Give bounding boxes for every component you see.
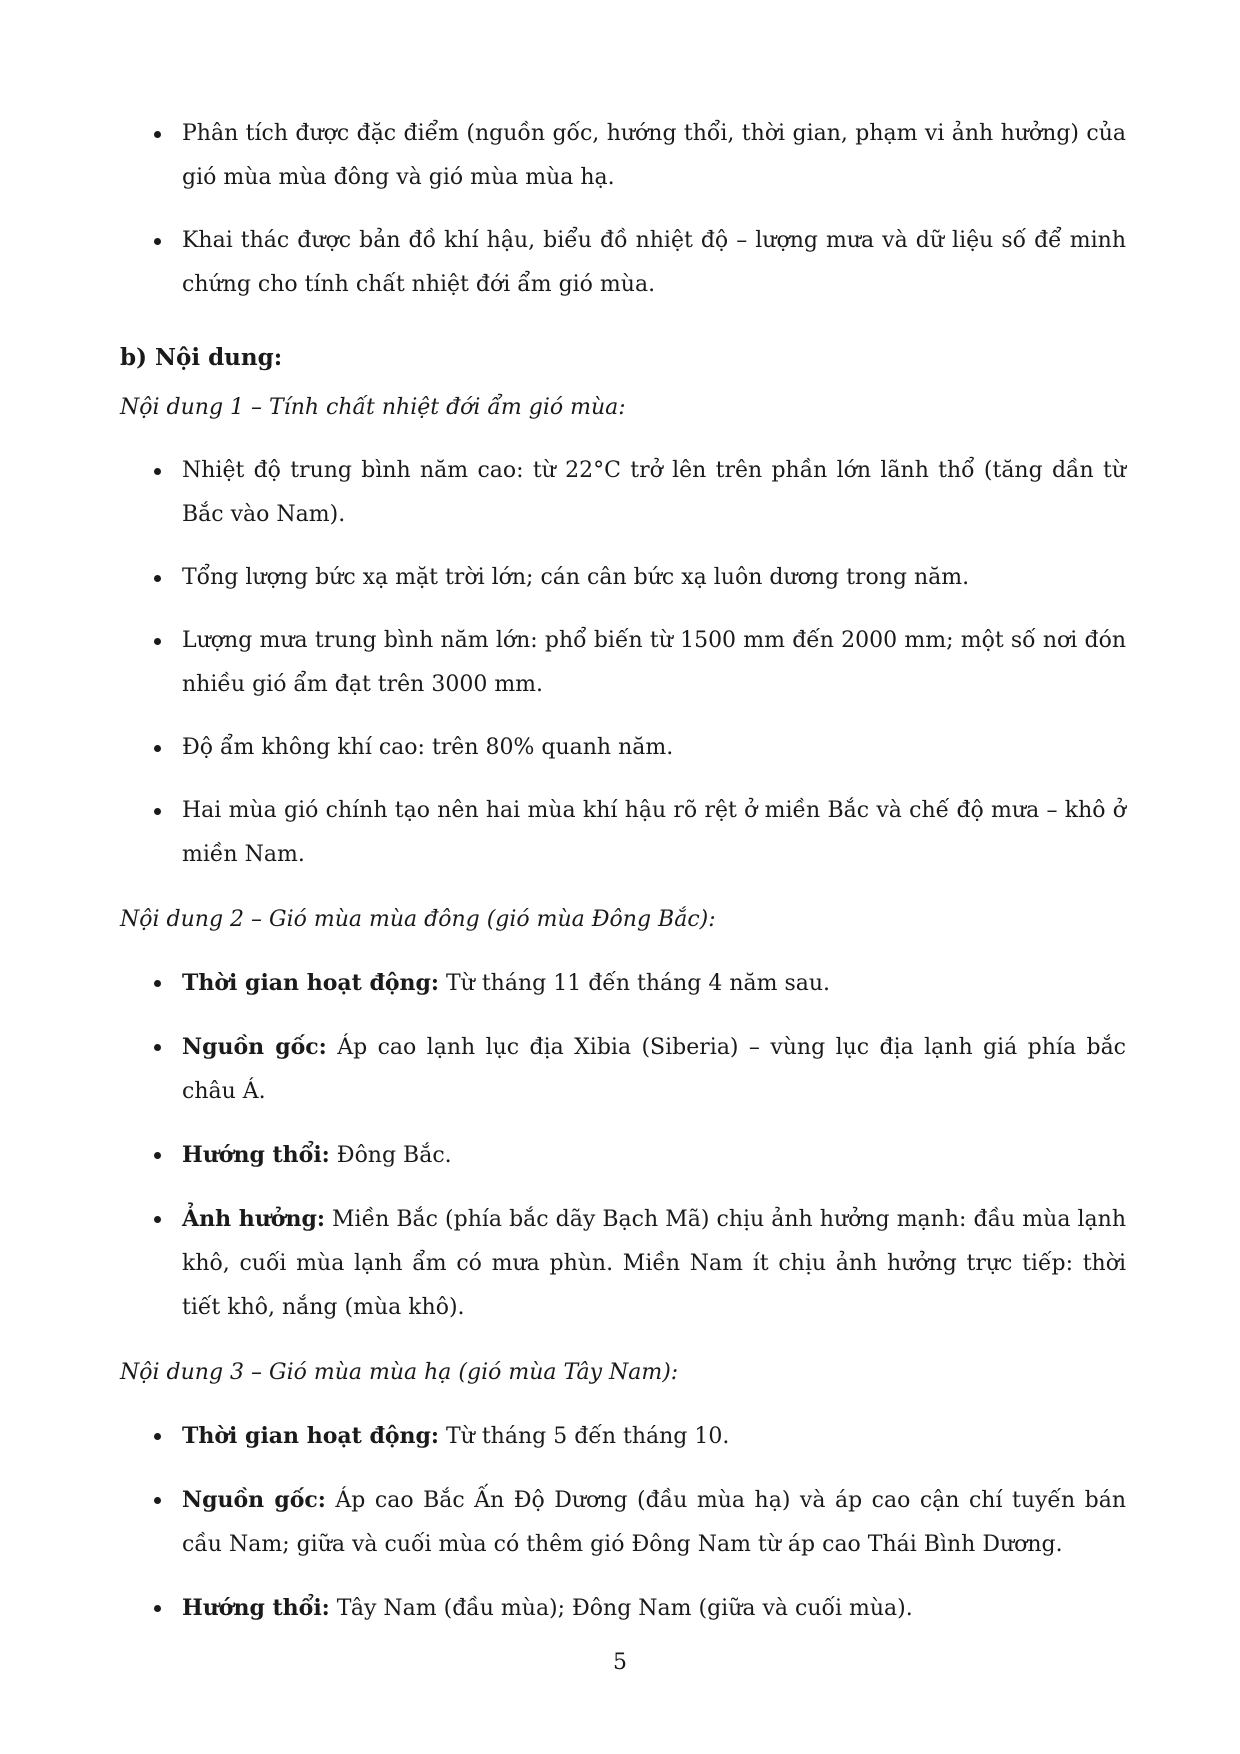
content-2-title: Nội dung 2 – Gió mùa mùa đông (gió mùa Đông Bắc): — [120, 907, 716, 932]
content-3-title: Nội dung 3 – Gió mùa mùa hạ (gió mùa Tây Nam): — [120, 1360, 679, 1385]
list-item — [120, 789, 1126, 877]
item-text: Miền Bắc (phía bắc dãy Bạch Mã) chịu ảnh hưởng mạnh: đầu mùa lạnh khô, cuối mùa lạnh ẩm có mưa phùn. Miền Nam ít chịu ảnh hưởng trực tiếp: thời tiết khô, nắng (mùa khô). — [182, 1207, 1126, 1320]
list-item — [120, 556, 1126, 600]
item-text: Tây Nam (đầu mùa); Đông Nam (giữa và cuối mùa). — [329, 1596, 913, 1621]
list-item — [120, 726, 1126, 770]
item-label: Nguồn gốc: — [182, 1487, 326, 1513]
content-2-list — [120, 961, 1126, 1330]
page-number: 5 — [613, 1650, 627, 1675]
intro-list — [120, 112, 1126, 307]
list-item — [120, 1478, 1126, 1567]
list-item-text: Nhiệt độ trung bình năm cao: từ 22°C trở lên trên phần lớn lãnh thổ (tăng dần từ Bắc vào Nam). — [182, 458, 1126, 527]
list-item-text: Tổng lượng bức xạ mặt trời lớn; cán cân bức xạ luôn dương trong năm. — [182, 565, 970, 590]
bullet-icon — [154, 1216, 161, 1223]
list-item — [120, 961, 1126, 1006]
item-label: Nguồn gốc: — [182, 1034, 327, 1060]
content-3-list — [120, 1414, 1126, 1631]
content-1-list — [120, 449, 1126, 877]
bullet-icon — [154, 1497, 161, 1504]
bullet-icon — [154, 468, 161, 475]
bullet-icon — [154, 238, 161, 245]
document-page — [120, 112, 1126, 1631]
section-heading: b) Nội dung: — [120, 344, 283, 371]
list-item — [120, 1197, 1126, 1330]
list-item — [120, 1414, 1126, 1459]
list-item — [120, 219, 1126, 307]
list-item — [120, 1133, 1126, 1178]
list-item — [120, 619, 1126, 707]
list-item — [120, 1586, 1126, 1631]
item-text: Đông Bắc. — [329, 1143, 452, 1168]
item-label: Hướng thổi: — [182, 1142, 330, 1168]
list-item-text: Lượng mưa trung bình năm lớn: phổ biến từ 1500 mm đến 2000 mm; một số nơi đón nhiều gió ẩm đạt trên 3000 mm. — [182, 628, 1126, 697]
list-item-text: Độ ẩm không khí cao: trên 80% quanh năm. — [182, 735, 674, 760]
bullet-icon — [154, 1044, 161, 1051]
list-item-text: Phân tích được đặc điểm (nguồn gốc, hướng thổi, thời gian, phạm vi ảnh hưởng) của gió mùa mùa đông và gió mùa mùa hạ. — [182, 121, 1126, 190]
bullet-icon — [154, 745, 161, 752]
bullet-icon — [154, 1152, 161, 1159]
item-label: Thời gian hoạt động: — [182, 970, 440, 996]
item-text: Từ tháng 5 đến tháng 10. — [439, 1424, 730, 1449]
bullet-icon — [154, 131, 161, 138]
list-item — [120, 449, 1126, 537]
content-1-title: Nội dung 1 – Tính chất nhiệt đới ẩm gió mùa: — [120, 395, 626, 420]
item-text: Áp cao Bắc Ấn Độ Dương (đầu mùa hạ) và áp cao cận chí tuyến bán cầu Nam; giữa và cuối mùa có thêm gió Đông Nam từ áp cao Thái Bình Dương. — [182, 1488, 1126, 1557]
list-item — [120, 1025, 1126, 1114]
list-item — [120, 112, 1126, 200]
item-label: Ảnh hưởng: — [182, 1206, 325, 1232]
bullet-icon — [154, 1433, 161, 1440]
bullet-icon — [154, 1605, 161, 1612]
item-label: Hướng thổi: — [182, 1595, 330, 1621]
bullet-icon — [154, 638, 161, 645]
bullet-icon — [154, 575, 161, 582]
item-text: Từ tháng 11 đến tháng 4 năm sau. — [439, 971, 831, 996]
list-item-text: Hai mùa gió chính tạo nên hai mùa khí hậu rõ rệt ở miền Bắc và chế độ mưa – khô ở miền Nam. — [182, 798, 1126, 867]
bullet-icon — [154, 980, 161, 987]
bullet-icon — [154, 808, 161, 815]
item-text: Áp cao lạnh lục địa Xibia (Siberia) – vùng lục địa lạnh giá phía bắc châu Á. — [182, 1035, 1127, 1104]
list-item-text: Khai thác được bản đồ khí hậu, biểu đồ nhiệt độ – lượng mưa và dữ liệu số để minh chứng cho tính chất nhiệt đới ẩm gió mùa. — [182, 228, 1126, 297]
item-label: Thời gian hoạt động: — [182, 1423, 440, 1449]
